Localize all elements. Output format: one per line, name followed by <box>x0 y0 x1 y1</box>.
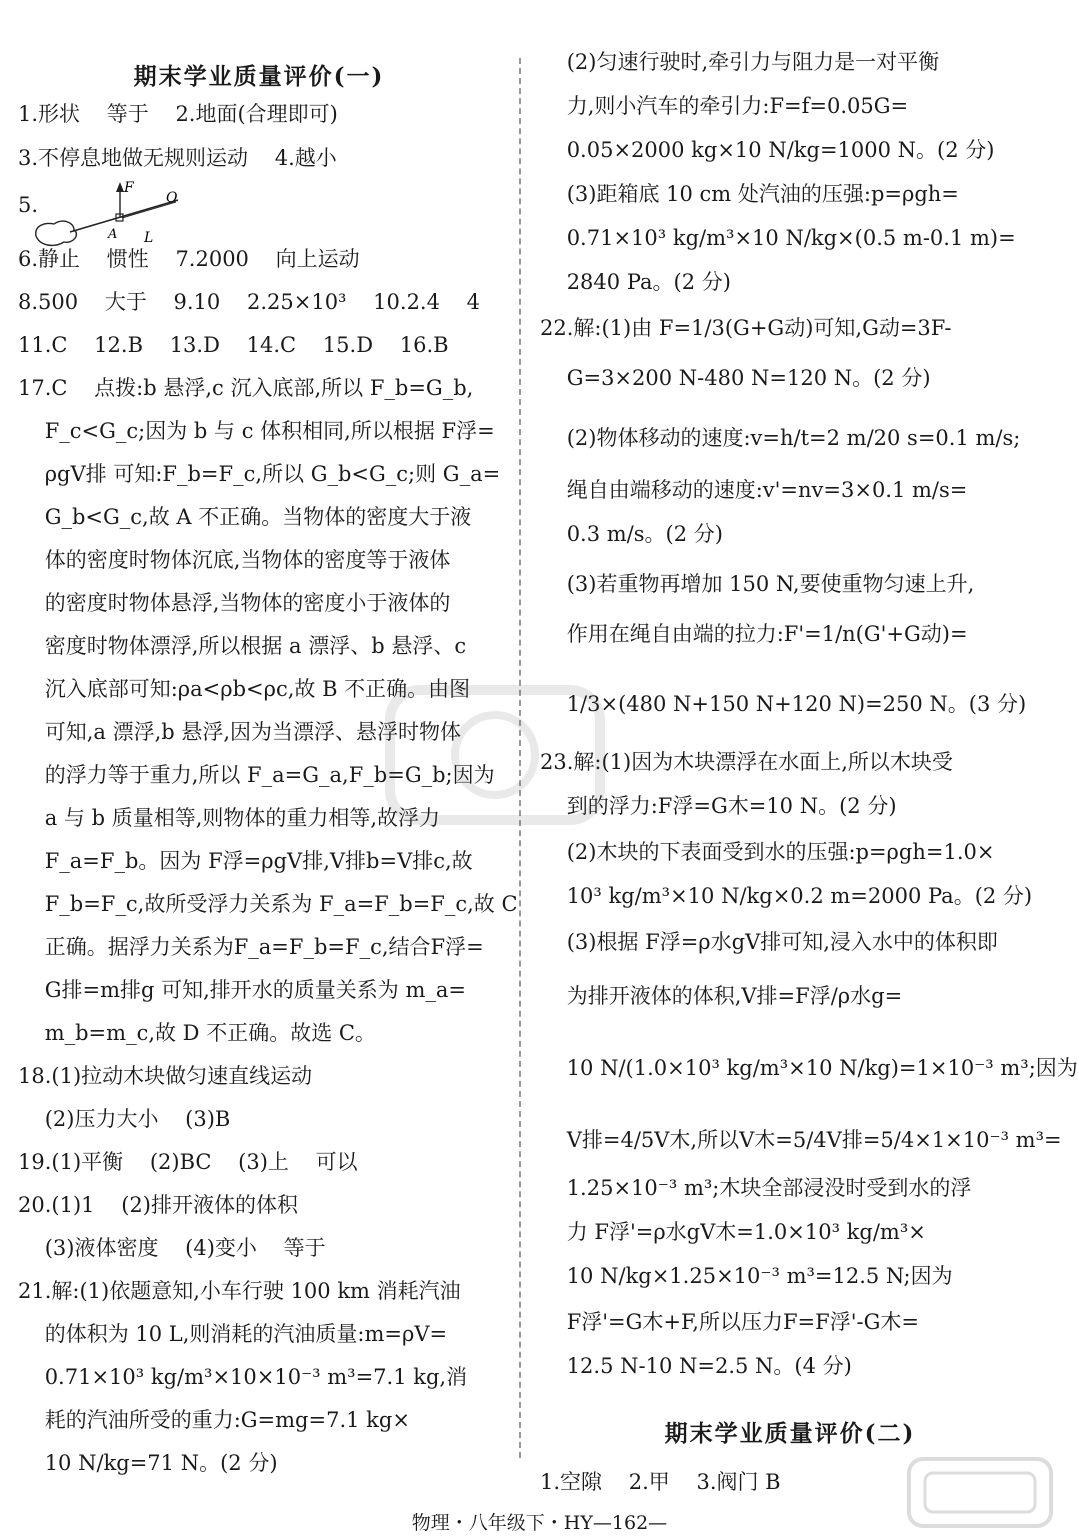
label-f: F <box>124 180 134 196</box>
section-title-1: 期末学业质量评价(一) <box>133 63 385 90</box>
answer-line: a 与 b 质量相等,则物体的重力相等,故浮力 <box>18 806 441 830</box>
answer-line: 的密度时物体悬浮,当物体的密度小于液体的 <box>18 591 451 615</box>
answer-line: 23.解:(1)因为木块漂浮在水面上,所以木块受 <box>540 750 953 774</box>
answer-line: (2)物体移动的速度:v=h/t=2 m/20 s=0.1 m/s; <box>540 426 1021 450</box>
answer-line: F_c<G_c;因为 b 与 c 体积相同,所以根据 F浮= <box>18 419 495 443</box>
answer-line: 0.71×10³ kg/m³×10 N/kg×(0.5 m-0.1 m)= <box>540 226 1016 250</box>
answer-line: 19.(1)平衡 (2)BC (3)上 可以 <box>18 1150 358 1174</box>
answer-line: (3)根据 F浮=ρ水gV排可知,浸入水中的体积即 <box>540 930 998 954</box>
answer-line: 力 F浮'=ρ水gV木=1.0×10³ kg/m³× <box>540 1220 926 1244</box>
answer-line-last: 1.空隙 2.甲 3.阀门 B <box>540 1470 781 1494</box>
label-a: A <box>108 227 118 242</box>
answer-line: F浮'=G木+F,所以压力F=F浮'-G木= <box>540 1310 919 1334</box>
answer-line: 1/3×(480 N+150 N+120 N)=250 N。(3 分) <box>540 692 1027 716</box>
answer-line: 10 N/kg=71 N。(2 分) <box>18 1451 278 1475</box>
answer-line: 10 N/kg×1.25×10⁻³ m³=12.5 N;因为 <box>540 1264 953 1288</box>
answer-line: 17.C 点拨:b 悬浮,c 沉入底部,所以 F_b=G_b, <box>18 376 474 400</box>
answer-line: G_b<G_c,故 A 不正确。当物体的密度大于液 <box>18 505 472 529</box>
answer-line: 18.(1)拉动木块做匀速直线运动 <box>18 1064 313 1088</box>
answer-line: 22.解:(1)由 F=1/3(G+G动)可知,G动=3F- <box>540 316 952 340</box>
answer-line: (3)液体密度 (4)变小 等于 <box>18 1236 326 1260</box>
section-title-2: 期末学业质量评价(二) <box>664 1420 916 1447</box>
answer-line: (3)距箱底 10 cm 处汽油的压强:p=ρgh= <box>540 182 959 206</box>
answer-line: (2)匀速行驶时,牵引力与阻力是一对平衡 <box>540 50 940 74</box>
answer-line: 的浮力等于重力,所以 F_a=G_a,F_b=G_b;因为 <box>18 763 495 787</box>
answer-line: 5. <box>18 193 39 217</box>
answer-line: G排=m排g 可知,排开水的质量关系为 m_a= <box>18 978 466 1002</box>
answer-line: 可知,a 漂浮,b 悬浮,因为当漂浮、悬浮时物体 <box>18 720 462 744</box>
answer-line: G=3×200 N-480 N=120 N。(2 分) <box>540 366 931 390</box>
answer-line: 正确。据浮力关系为F_a=F_b=F_c,结合F浮= <box>18 935 484 959</box>
answer-line: 1.形状 等于 2.地面(合理即可) <box>18 102 338 126</box>
answer-line: 到的浮力:F浮=G木=10 N。(2 分) <box>540 794 897 818</box>
answer-line: 8.500 大于 9.10 2.25×10³ 10.2.4 4 <box>18 290 481 314</box>
answer-line: 沉入底部可知:ρa<ρb<ρc,故 B 不正确。由图 <box>18 677 471 701</box>
answer-line: ρgV排 可知:F_b=F_c,所以 G_b<G_c;则 G_a= <box>18 462 501 486</box>
answer-line: m_b=m_c,故 D 不正确。故选 C。 <box>18 1021 376 1045</box>
answer-line: (2)木块的下表面受到水的压强:p=ρgh=1.0× <box>540 840 995 864</box>
answer-line: 0.05×2000 kg×10 N/kg=1000 N。(2 分) <box>540 138 995 162</box>
answer-line: 20.(1)1 (2)排开液体的体积 <box>18 1193 298 1217</box>
answer-line: 1.25×10⁻³ m³;木块全部浸没时受到水的浮 <box>540 1176 972 1200</box>
lever-bar <box>70 200 178 232</box>
label-l: L <box>144 230 154 246</box>
answer-line: 密度时物体漂浮,所以根据 a 漂浮、b 悬浮、c <box>18 634 467 658</box>
answer-line: V排=4/5V木,所以V木=5/4V排=5/4×1×10⁻³ m³= <box>540 1128 1062 1152</box>
answer-line: (2)压力大小 (3)B <box>18 1107 231 1131</box>
page-footer: 物理・八年级下・HY—162— <box>411 1512 668 1534</box>
answer-line: 绳自由端移动的速度:v'=nv=3×0.1 m/s= <box>540 478 968 502</box>
stone-shape <box>36 221 77 245</box>
answer-line: 2840 Pa。(2 分) <box>540 270 731 294</box>
answer-line: F_b=F_c,故所受浮力关系为 F_a=F_b=F_c,故 C <box>18 892 518 916</box>
answer-line: 作用在绳自由端的拉力:F'=1/n(G'+G动)= <box>540 622 968 646</box>
watermark-stamp <box>380 680 610 830</box>
answer-line: 为排开液体的体积,V排=F浮/ρ水g= <box>540 984 903 1008</box>
answer-line: 力,则小汽车的牵引力:F=f=0.05G= <box>540 94 909 118</box>
answer-line: 10³ kg/m³×10 N/kg×0.2 m=2000 Pa。(2 分) <box>540 884 1033 908</box>
answer-line: 体的密度时物体沉底,当物体的密度等于液体 <box>18 548 451 572</box>
answer-line: 0.71×10³ kg/m³×10×10⁻³ m³=7.1 kg,消 <box>18 1365 468 1389</box>
answer-line: F_a=F_b。因为 F浮=ρgV排,V排b=V排c,故 <box>18 849 473 873</box>
answer-line: 3.不停息地做无规则运动 4.越小 <box>18 146 337 170</box>
label-o: O <box>166 190 178 206</box>
answer-line: 0.3 m/s。(2 分) <box>540 522 723 546</box>
answer-line: (3)若重物再增加 150 N,要使重物匀速上升, <box>540 572 975 596</box>
answer-line: 的体积为 10 L,则消耗的汽油质量:m=ρV= <box>18 1322 448 1346</box>
answer-line: 耗的汽油所受的重力:G=mg=7.1 kg× <box>18 1408 410 1432</box>
answer-line: 11.C 12.B 13.D 14.C 15.D 16.B <box>18 333 449 357</box>
force-arrowhead <box>116 182 124 192</box>
answer-line: 6.静止 惯性 7.2000 向上运动 <box>18 247 360 271</box>
lever-diagram <box>30 178 190 250</box>
answer-line: 10 N/(1.0×10³ kg/m³×10 N/kg)=1×10⁻³ m³;因为 <box>540 1056 1078 1080</box>
answer-line: 21.解:(1)依题意知,小车行驶 100 km 消耗汽油 <box>18 1279 461 1303</box>
answer-line: 12.5 N-10 N=2.5 N。(4 分) <box>540 1354 852 1378</box>
